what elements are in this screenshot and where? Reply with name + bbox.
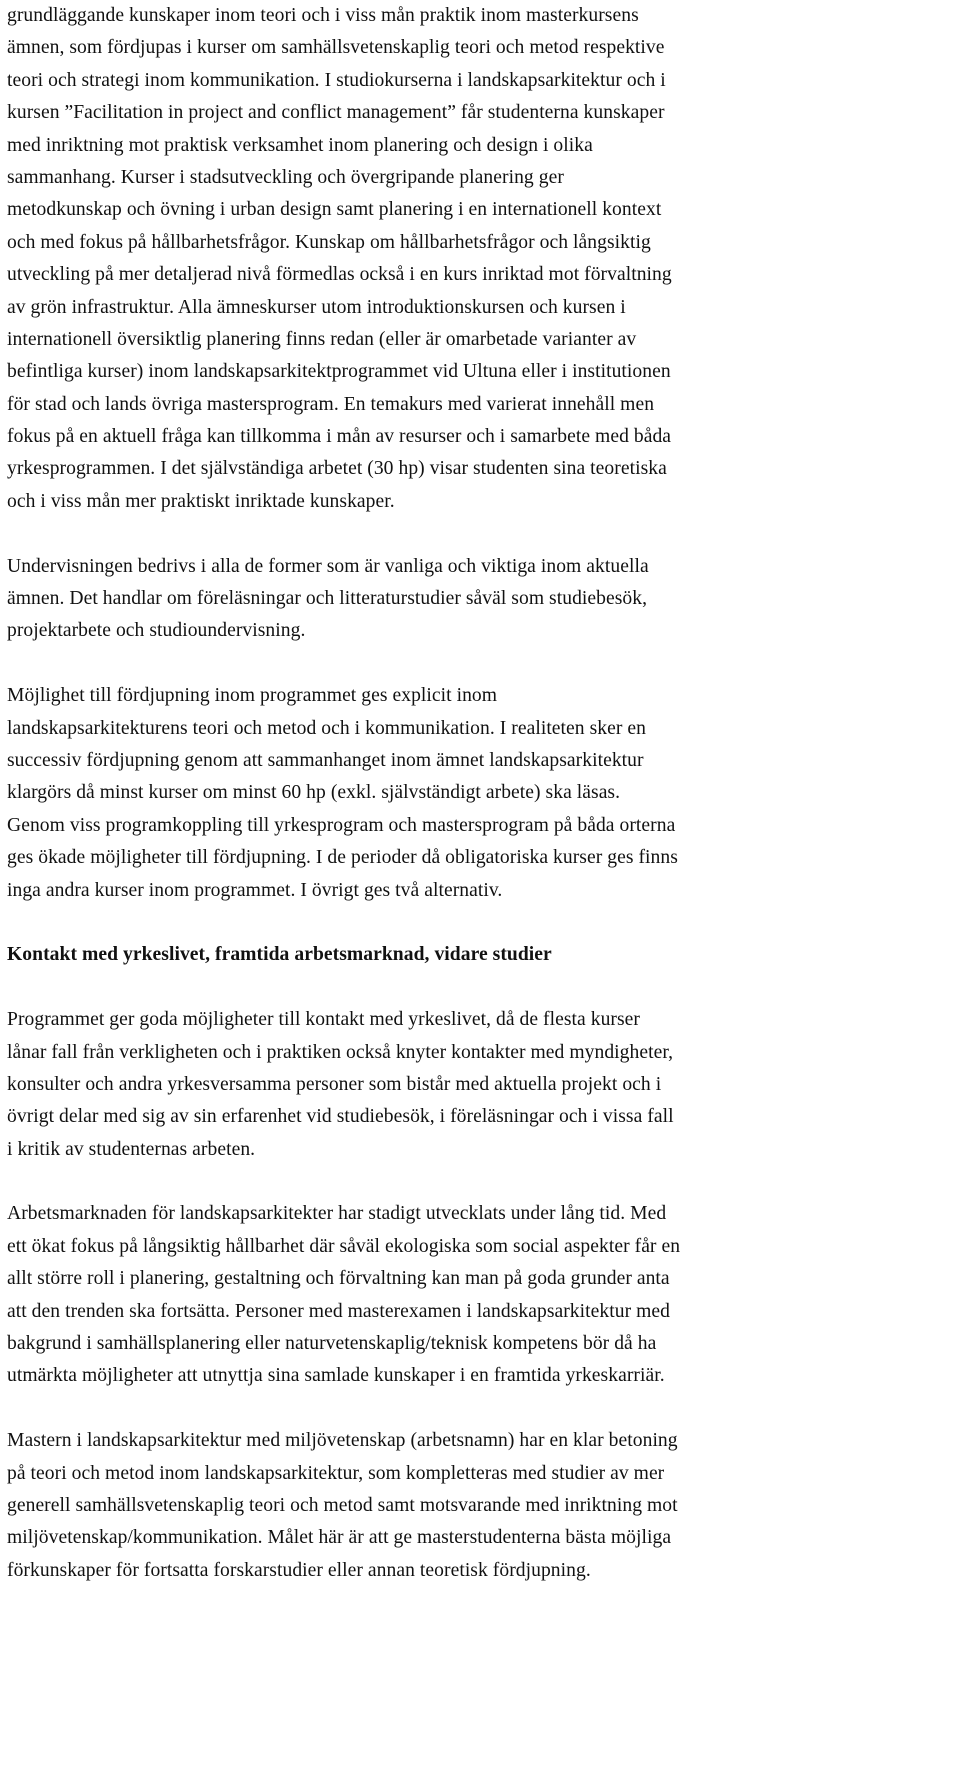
text-line: och i viss mån mer praktiskt inriktade kunskaper. xyxy=(7,490,395,512)
text-line: successiv fördjupning genom att sammanhanget inom ämnet landskapsarkitektur xyxy=(7,749,644,771)
text-line: på teori och metod inom landskapsarkitektur, som kompletteras med studier av mer xyxy=(7,1462,665,1484)
text-line: Genom viss programkoppling till yrkesprogram och mastersprogram på båda orterna xyxy=(7,814,676,836)
paragraph-spacer xyxy=(7,907,957,939)
paragraph-program-courses xyxy=(7,0,957,518)
text-line: av grön infrastruktur. Alla ämneskurser utom introduktionskursen och kursen i xyxy=(7,296,626,318)
text-line: förkunskaper för fortsatta forskarstudier eller annan teoretisk fördjupning. xyxy=(7,1559,591,1581)
text-line: med inriktning mot praktisk verksamhet inom planering och design i olika xyxy=(7,134,593,156)
text-line: Mastern i landskapsarkitektur med miljövetenskap (arbetsnamn) har en klar betoning xyxy=(7,1430,678,1452)
section-heading: Kontakt med yrkeslivet, framtida arbetsmarknad, vidare studier xyxy=(7,944,552,966)
text-line: yrkesprogrammen. I det självständiga arbetet (30 hp) visar studenten sina teoretiska xyxy=(7,458,667,480)
text-line: teori och strategi inom kommunikation. I studiokurserna i landskapsarkitektur och i xyxy=(7,69,666,91)
paragraph-labor-market xyxy=(7,1198,957,1392)
paragraph-professional-contact xyxy=(7,1004,957,1166)
text-line: sammanhang. Kurser i stadsutveckling och övergripande planering ger xyxy=(7,166,564,188)
text-line: för stad och lands övriga mastersprogram. En temakurs med varierat innehåll men xyxy=(7,393,655,415)
paragraph-spacer xyxy=(7,518,957,550)
text-line: lånar fall från verkligheten och i praktiken också knyter kontakter med myndigheter, xyxy=(7,1041,674,1063)
text-line: ett ökat fokus på långsiktig hållbarhet där såväl ekologiska som social aspekter får en xyxy=(7,1235,681,1257)
paragraph-spacer xyxy=(7,648,957,680)
text-line: inga andra kurser inom programmet. I övrigt ges två alternativ. xyxy=(7,879,503,901)
text-line: att den trenden ska fortsätta. Personer med masterexamen i landskapsarkitektur med xyxy=(7,1300,670,1322)
text-line: Arbetsmarknaden för landskapsarkitekter har stadigt utvecklats under lång tid. Med xyxy=(7,1203,667,1225)
text-line: klargörs då minst kurser om minst 60 hp (exkl. självständigt arbete) ska läsas. xyxy=(7,782,621,804)
text-line: ämnen. Det handlar om föreläsningar och litteraturstudier såväl som studiebesök, xyxy=(7,588,648,610)
text-line: utveckling på mer detaljerad nivå förmedlas också i en kurs inriktad mot förvaltning xyxy=(7,264,672,286)
text-line: landskapsarkitekturens teori och metod och i kommunikation. I realiteten sker en xyxy=(7,717,646,739)
paragraph-master-focus xyxy=(7,1425,957,1587)
text-line: grundläggande kunskaper inom teori och i viss mån praktik inom masterkursens xyxy=(7,5,639,26)
paragraph-spacer xyxy=(7,1393,957,1425)
paragraph-spacer xyxy=(7,1166,957,1198)
text-line: Möjlighet till fördjupning inom programmet ges explicit inom xyxy=(7,685,498,707)
text-line: ämnen, som fördjupas i kurser om samhällsvetenskaplig teori och metod respektive xyxy=(7,37,665,59)
text-line: befintliga kurser) inom landskapsarkitektprogrammet vid Ultuna eller i institutionen xyxy=(7,361,671,383)
text-line: bakgrund i samhällsplanering eller naturvetenskaplig/teknisk kompetens bör då ha xyxy=(7,1333,657,1355)
text-line: miljövetenskap/kommunikation. Målet här är att ge masterstudenterna bästa möjliga xyxy=(7,1527,672,1549)
paragraph-teaching-forms xyxy=(7,551,957,648)
text-line: övrigt delar med sig av sin erfarenhet vid studiebesök, i föreläsningar och i vissa fall xyxy=(7,1106,674,1128)
text-line: Programmet ger goda möjligheter till kontakt med yrkeslivet, då de flesta kurser xyxy=(7,1009,640,1031)
text-line: och med fokus på hållbarhetsfrågor. Kunskap om hållbarhetsfrågor och långsiktig xyxy=(7,231,651,253)
document-page xyxy=(7,0,957,1587)
text-line: generell samhällsvetenskaplig teori och metod samt motsvarande med inriktning mot xyxy=(7,1494,678,1516)
text-line: konsulter och andra yrkesversamma personer som bistår med aktuella projekt och i xyxy=(7,1073,662,1095)
paragraph-spacer xyxy=(7,972,957,1004)
text-line: fokus på en aktuell fråga kan tillkomma i mån av resurser och i samarbete med båda xyxy=(7,426,672,448)
text-line: kursen ”Facilitation in project and conflict management” får studenterna kunskaper xyxy=(7,102,665,124)
text-line: internationell översiktlig planering finns redan (eller är omarbetade varianter av xyxy=(7,328,637,350)
paragraph-specialization xyxy=(7,680,957,907)
text-line: Undervisningen bedrivs i alla de former som är vanliga och viktiga inom aktuella xyxy=(7,555,649,577)
text-line: i kritik av studenternas arbeten. xyxy=(7,1138,256,1160)
text-line: metodkunskap och övning i urban design samt planering i en internationell kontext xyxy=(7,199,662,221)
text-line: utmärkta möjligheter att utnyttja sina samlade kunskaper i en framtida yrkeskarriär. xyxy=(7,1365,665,1387)
text-line: projektarbete och studioundervisning. xyxy=(7,620,306,642)
text-line: allt större roll i planering, gestaltning och förvaltning kan man på goda grunder anta xyxy=(7,1268,670,1290)
text-line: ges ökade möjligheter till fördjupning. I de perioder då obligatoriska kurser ges finns xyxy=(7,847,678,869)
